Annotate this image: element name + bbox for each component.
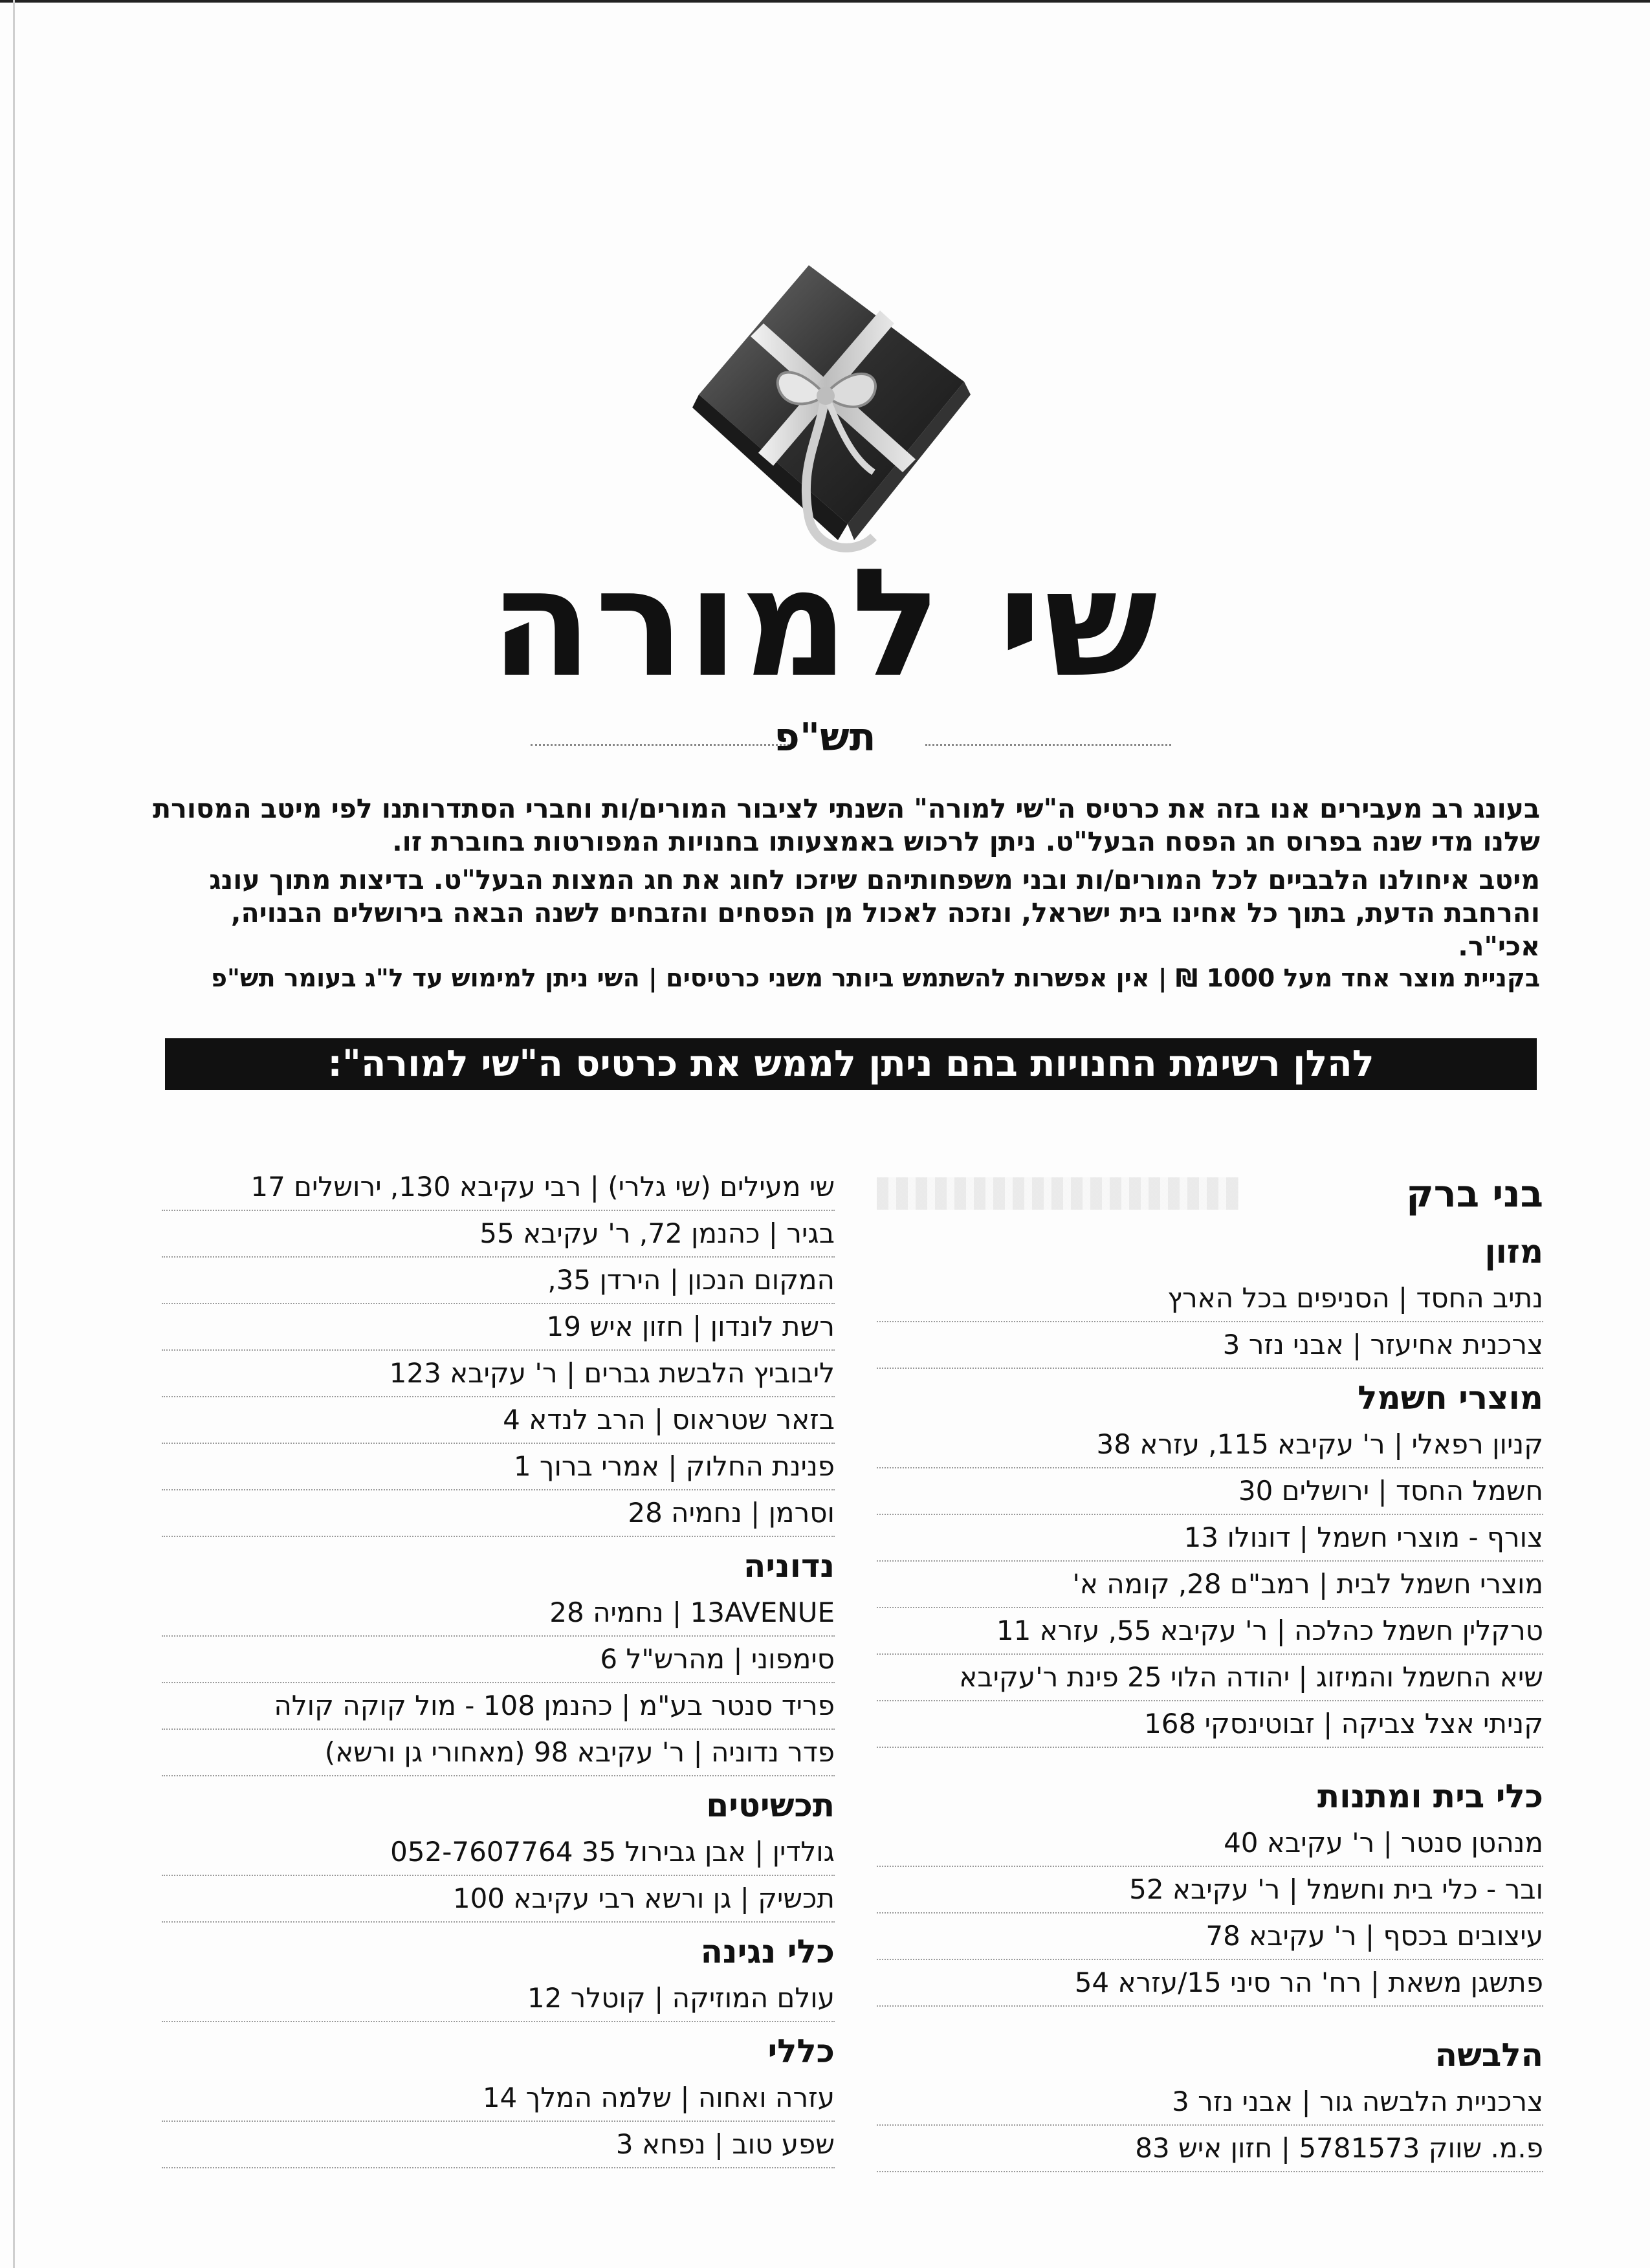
store-row: פנינת החלוק | אמרי ברוך 1 — [162, 1444, 835, 1490]
intro-paragraph-2 — [152, 864, 1540, 963]
store-row: קניון רפאלי | ר' עקיבא 115, עזרא 38 — [877, 1422, 1543, 1468]
stores-column-right — [877, 1164, 1543, 2172]
stores-column-left — [162, 1164, 835, 2168]
city-name: בני ברק — [1406, 1172, 1543, 1216]
store-row: עזרה ואחוה | שלמה המלך 14 — [162, 2075, 835, 2122]
store-row: 13AVENUE | נחמיה 28 — [162, 1590, 835, 1637]
store-row: עולם המוזיקה | קוטלר 12 — [162, 1976, 835, 2022]
store-row: קניתי אצל צביקה | זבוטינסקי 168 — [877, 1701, 1543, 1748]
store-row: מוצרי חשמל לבית | רמב"ם 28, קומה א' — [877, 1562, 1543, 1608]
category-heading: כלי בית ומתנות — [1317, 1778, 1543, 1815]
store-row: צורף - מוצרי חשמל | דונולו 13 — [877, 1515, 1543, 1562]
scan-edge-top — [0, 0, 1650, 3]
store-row: עיצובים בכסף | ר' עקיבא 78 — [877, 1914, 1543, 1960]
page-title: שי למורה — [490, 538, 1160, 710]
category-heading: מזון — [1484, 1233, 1543, 1270]
store-row: שפע טוב | נפחא 3 — [162, 2122, 835, 2168]
category-heading: מוצרי חשמל — [1358, 1379, 1543, 1417]
spacer — [877, 1748, 1543, 1767]
intro-text: מיטב איחולנו הלבביים לכל המורים/ות ובני משפחותיהם שיזכו לחוג את חג המצות הבעל"ט. בדיצות מתוך עונג והרחבת הדעת, בתוך כל אחינו בית ישראל, ונזכה לאכול מן הפסחים והזבחים לשנה הבאה בירושלים הבנויה, אכי"ר. — [209, 864, 1540, 962]
store-row: חשמל החסד | ירושלים 30 — [877, 1468, 1543, 1515]
stores-banner: להלן רשימת החנויות בהם ניתן לממש את כרטיס ה"שי למורה": — [165, 1038, 1537, 1090]
store-row: ליבוביץ הלבשת גברים | ר' עקיבא 123 — [162, 1351, 835, 1397]
store-row: שי מעילים (שי גלרי) | רבי עקיבא 130, ירושלים 17 — [162, 1164, 835, 1211]
store-row: תכשיק | גן ורשא רבי עקיבא 100 — [162, 1876, 835, 1923]
store-row: מנהטן סנטר | ר' עקיבא 40 — [877, 1820, 1543, 1867]
store-row: וסרמן | נחמיה 28 — [162, 1490, 835, 1537]
category-heading: נדוניה — [743, 1547, 835, 1585]
store-row: המקום הנכון | הירדן 35, — [162, 1258, 835, 1304]
store-row: נתיב החסד | הסניפים בכל הארץ — [877, 1276, 1543, 1322]
store-row: בגיר | כהנמן 72, ר' עקיבא 55 — [162, 1211, 835, 1258]
store-row: בזאר שטראוס | הרב לנדא 4 — [162, 1397, 835, 1444]
store-row: צרכניית הלבשה גור | אבני נזר 3 — [877, 2079, 1543, 2126]
store-row: טרקלין חשמל כהלכה | ר' עקיבא 55, עזרא 11 — [877, 1608, 1543, 1655]
store-row: פתשגן משאת | רח' הר סיני 15/עזרא 54 — [877, 1960, 1543, 2007]
spacer — [877, 2007, 1543, 2026]
faded-scan-area — [877, 1177, 1239, 1210]
store-row: שיא החשמל והמיזוג | יהודה הלוי 25 פינת ר'עקיבא — [877, 1655, 1543, 1701]
store-row: צרכנית אחיעזר | אבני נזר 3 — [877, 1322, 1543, 1369]
store-row: סימפוני | מהרש"ל 6 — [162, 1637, 835, 1683]
category-heading: כללי — [767, 2033, 835, 2070]
terms-line: בקניית מוצר אחד מעל 1000 ₪ | אין אפשרות להשתמש ביותר משני כרטיסים | השי ניתן למימוש עד ל"ג בעומר תש"פ — [210, 964, 1540, 992]
store-row: פ.מ. שווק 5781573 | חזון איש 83 — [877, 2126, 1543, 2172]
scan-edge-left — [13, 0, 15, 2268]
store-row: רשת לונדון | חזון איש 19 — [162, 1304, 835, 1351]
city-heading — [877, 1164, 1543, 1223]
store-row: ובר - כלי בית וחשמל | ר' עקיבא 52 — [877, 1867, 1543, 1914]
intro-paragraph-1 — [152, 792, 1540, 859]
store-row: גולדין | אבן גבירול 35 052-7607764 — [162, 1829, 835, 1876]
category-heading: הלבשה — [1435, 2036, 1543, 2074]
intro-text: בעונג רב מעבירים אנו בזה את כרטיס ה"שי למורה" השנתי לציבור המורים/ות וחברי הסתדרותנו לפי מיטב המסורת שלנו מדי שנה בפרוס חג הפסח הבעל"ט. ניתן לרכוש באמצעותו בחנויות המפורטות בחוברת זו. — [153, 793, 1540, 858]
year-subtitle: תש"פ — [774, 715, 876, 760]
category-heading: כלי נגינה — [700, 1933, 835, 1970]
gift-box-icon — [660, 246, 996, 582]
store-row: פריד סנטר בע"מ | כהנמן 108 - מול קוקה קולה — [162, 1683, 835, 1730]
store-row: פדר נדוניה | ר' עקיבא 98 (מאחורי גן ורשא) — [162, 1730, 835, 1776]
category-heading: תכשיטים — [706, 1787, 835, 1824]
